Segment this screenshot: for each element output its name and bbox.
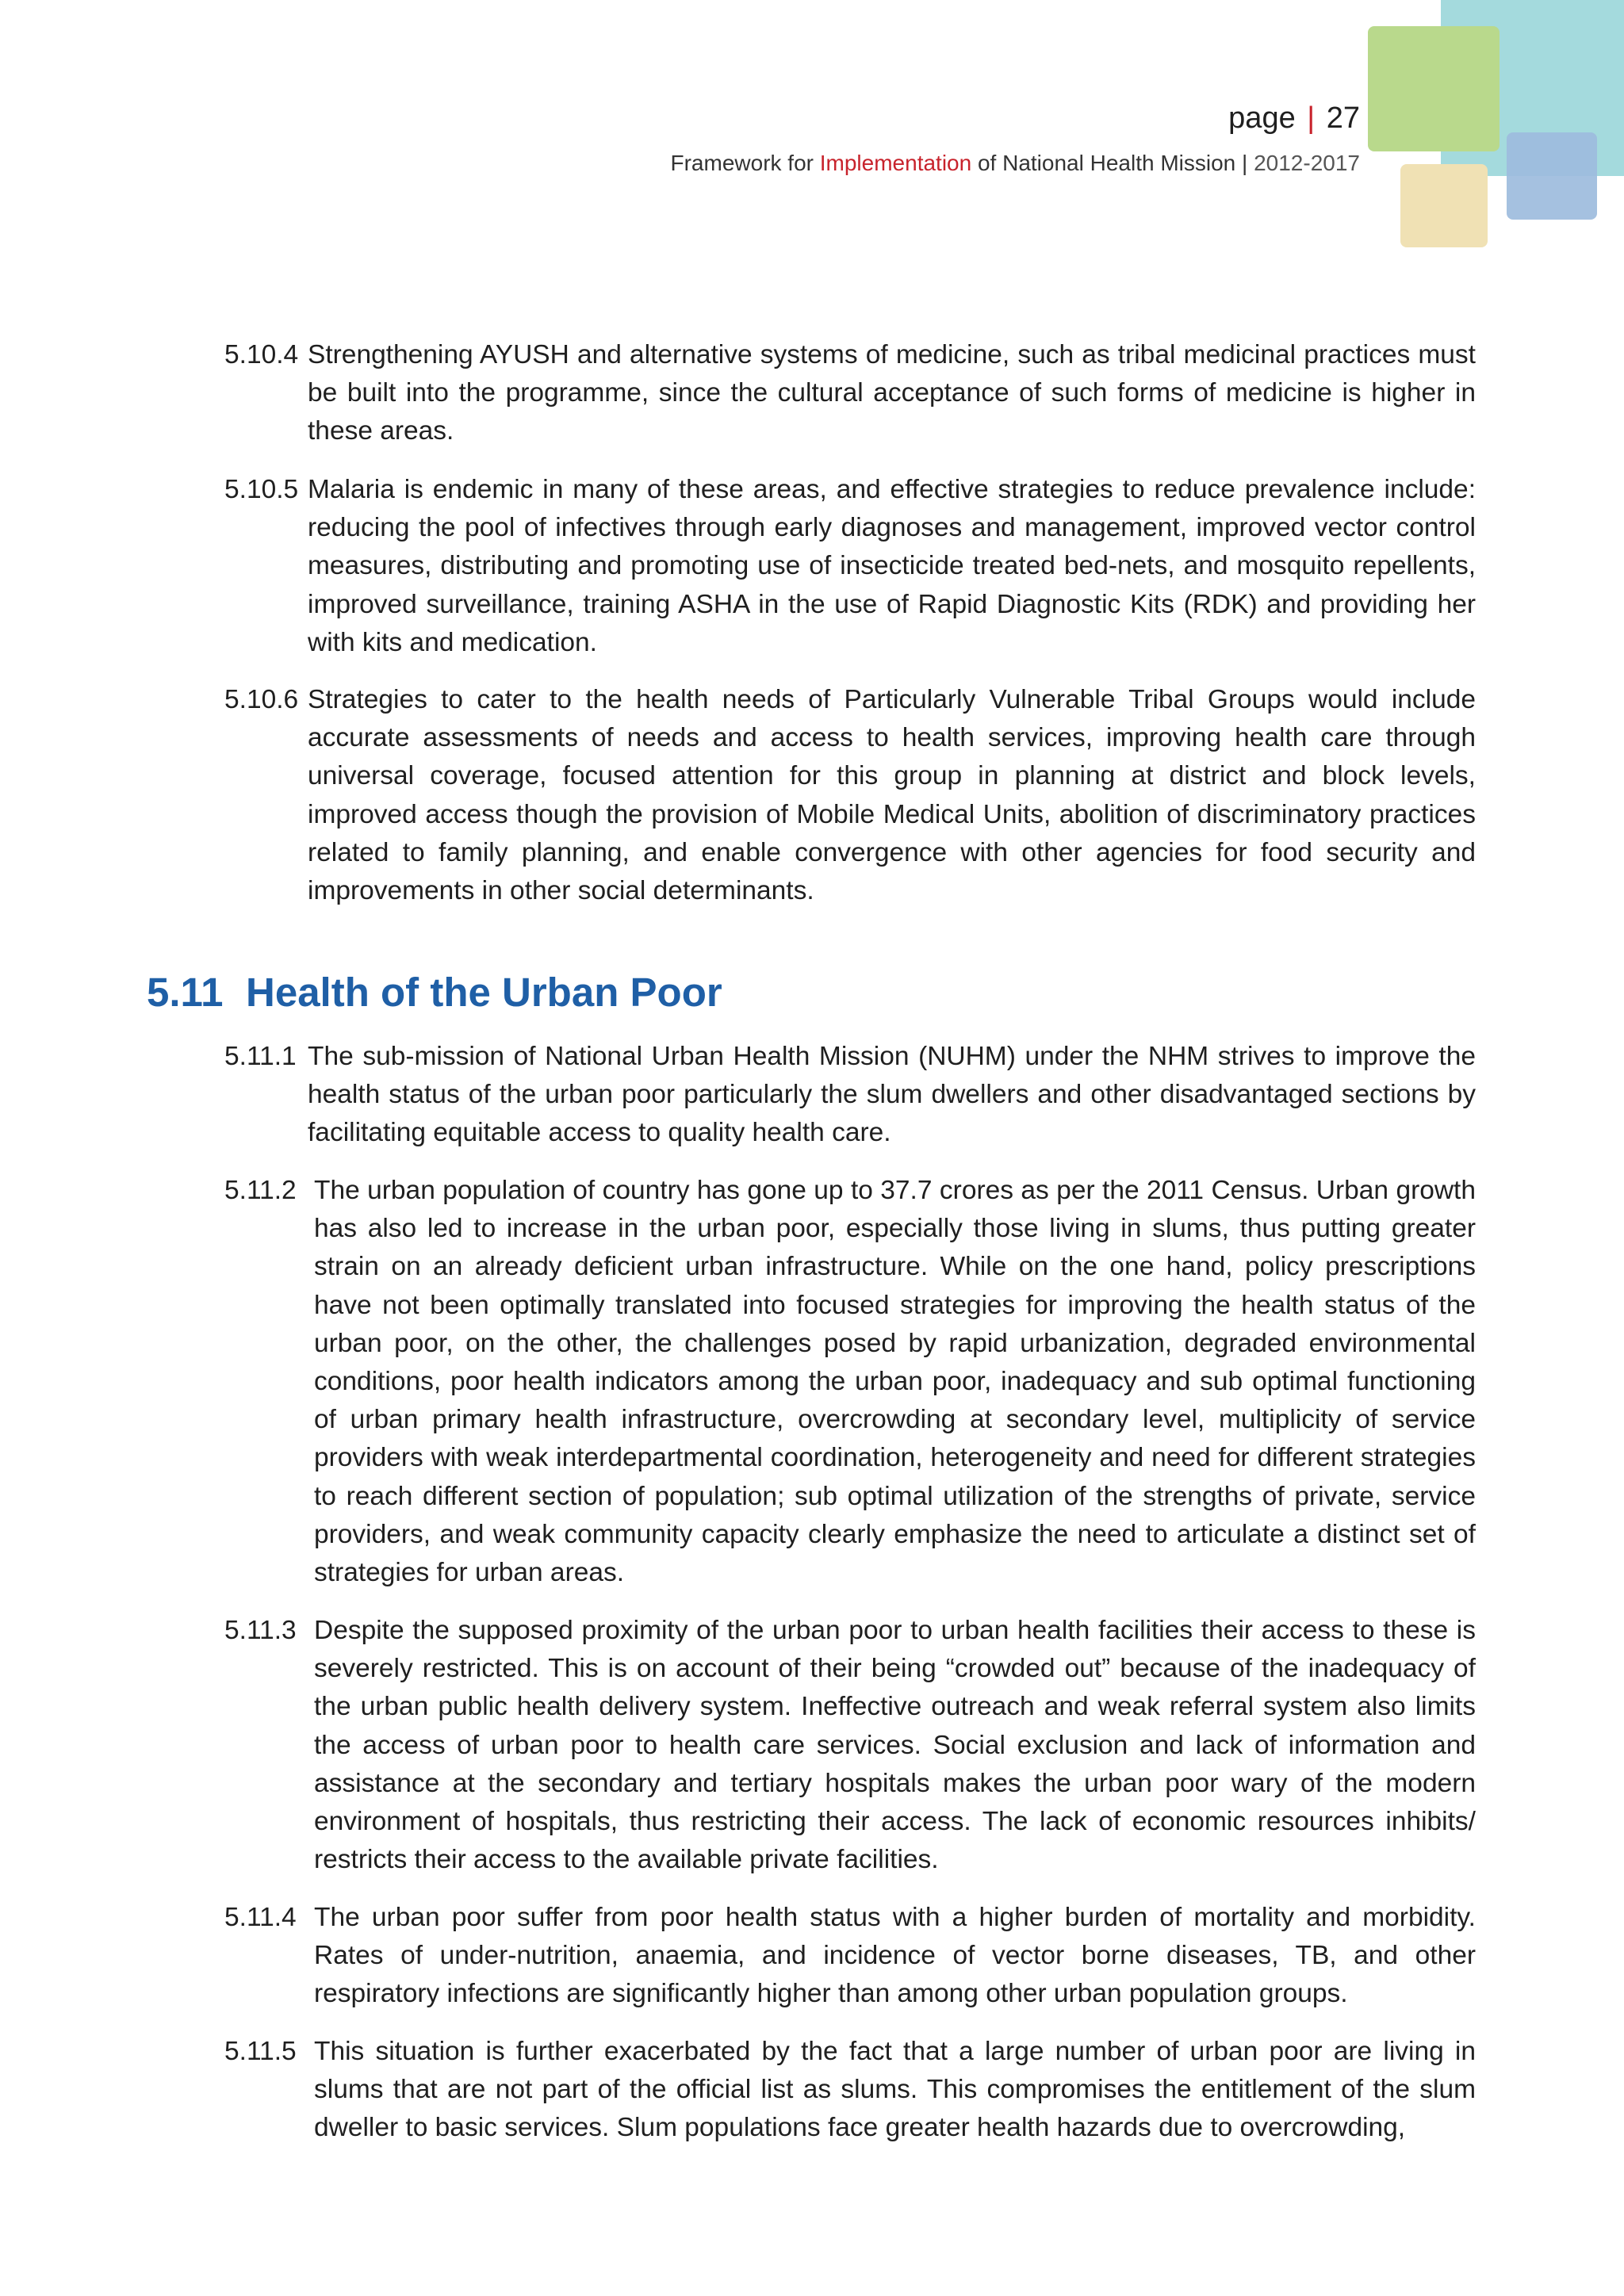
paragraph-number: 5.11.5 [224, 2037, 297, 2066]
paragraph-number: 5.11.2 [224, 1176, 297, 1205]
page-number: 27 [1326, 101, 1360, 135]
page-separator: | [1307, 101, 1316, 135]
section-number: 5.11 [147, 970, 224, 1015]
subtitle-pre: Framework for [670, 151, 814, 175]
decorative-square-blue [1507, 132, 1597, 220]
paragraph-number: 5.10.4 [224, 340, 299, 369]
paragraph-5-11-1 [224, 1038, 1476, 1153]
paragraph-5-10-6 [224, 681, 1476, 910]
document-subtitle [671, 151, 1361, 176]
subtitle-highlight: Implementation [819, 151, 972, 175]
decorative-square-yellow [1400, 164, 1488, 247]
paragraph-text: This situation is further exacerbated by the fact that a large number of urban poor are living in slums that are not part of the official list as slums. This compromises the entitlement of the slum dweller to basic services. Slum populations face greater health hazards due to overcrowding, [314, 2037, 1476, 2143]
paragraph-5-11-5 [224, 2033, 1476, 2148]
paragraph-text: The urban poor suffer from poor health status with a higher burden of mortality and morbidity. Rates of under-nutrition, anaemia, and incidence of vector borne diseases, TB, and other respiratory infections are significantly higher than among other urban population groups. [314, 1903, 1476, 2009]
section-title-text: Health of the Urban Poor [246, 970, 722, 1015]
paragraph-5-11-4 [224, 1899, 1476, 2014]
paragraph-5-11-2 [224, 1172, 1476, 1592]
paragraph-5-11-3 [224, 1612, 1476, 1879]
paragraph-number: 5.11.1 [224, 1042, 297, 1071]
paragraph-text: Malaria is endemic in many of these areas, and effective strategies to reduce prevalence include: reducing the pool of infectives through early diagnoses and management, improved vector control measures, distributing and promoting use of insecticide treated bed-nets, and mosquito repellents, improved surveillance, training ASHA in the use of Rapid Diagnostic Kits (RDK) and providing her with kits and medication. [308, 475, 1476, 657]
paragraph-text: The sub-mission of National Urban Health Mission (NUHM) under the NHM strives to improve the health status of the urban poor particularly the slum dwellers and other disadvantaged sections by facilitating equitable access to quality health care. [308, 1042, 1476, 1148]
paragraph-number: 5.11.3 [224, 1616, 297, 1645]
subtitle-separator: | [1242, 151, 1248, 175]
section-heading [147, 969, 722, 1016]
paragraph-text: Strengthening AYUSH and alternative systems of medicine, such as tribal medicinal practices must be built into the programme, since the cultural acceptance of such forms of medicine is higher in these areas. [308, 340, 1476, 446]
paragraph-number: 5.10.5 [224, 475, 299, 504]
paragraph-5-10-4 [224, 336, 1476, 451]
page-label: page [1228, 101, 1296, 135]
paragraph-number: 5.11.4 [224, 1903, 297, 1932]
paragraph-number: 5.10.6 [224, 685, 299, 714]
paragraph-5-10-5 [224, 471, 1476, 662]
subtitle-years: 2012-2017 [1254, 151, 1360, 175]
paragraph-text: The urban population of country has gone up to 37.7 crores as per the 2011 Census. Urban growth has also led to increase in the urban poor, especially those living in slums, thus putting greater strain on an already deficient urban infrastructure. While on the one hand, policy prescriptions have not been optimally translated into focused strategies for improving the health status of the urban poor, on the other, the challenges posed by rapid urbanization, degraded environmental conditions, poor health indicators among the urban poor, inadequacy and sub optimal functioning of urban primary health infrastructure, overcrowding at secondary level, multiplicity of service providers with weak interdepartmental coordination, heterogeneity and need for different strategies to reach different section of population; sub optimal utilization of the strengths of private, service providers, and weak community capacity clearly emphasize the need to articulate a distinct set of strategies for urban areas. [314, 1176, 1476, 1588]
decorative-square-green [1368, 26, 1500, 151]
paragraph-text: Strategies to cater to the health needs of Particularly Vulnerable Tribal Groups would include accurate assessments of needs and access to health services, improving health care through universal coverage, focused attention for this group in planning at district and block levels, improved access though the provision of Mobile Medical Units, abolition of discriminatory practices related to family planning, and enable convergence with other agencies for food security and improvements in other social determinants. [308, 685, 1476, 906]
paragraph-text: Despite the supposed proximity of the urban poor to urban health facilities their access to these is severely restricted. This is on account of their being “crowded out” because of the inadequacy of the urban public health delivery system. Ineffective outreach and weak referral system also limits the access of urban poor to health care services. Social exclusion and lack of information and assistance at the secondary and tertiary hospitals makes the urban poor wary of the modern environment of hospitals, thus restricting their access. The lack of economic resources inhibits/ restricts their access to the available private facilities. [314, 1616, 1476, 1875]
page-number-header [1228, 101, 1360, 136]
subtitle-post: of National Health Mission [977, 151, 1236, 175]
